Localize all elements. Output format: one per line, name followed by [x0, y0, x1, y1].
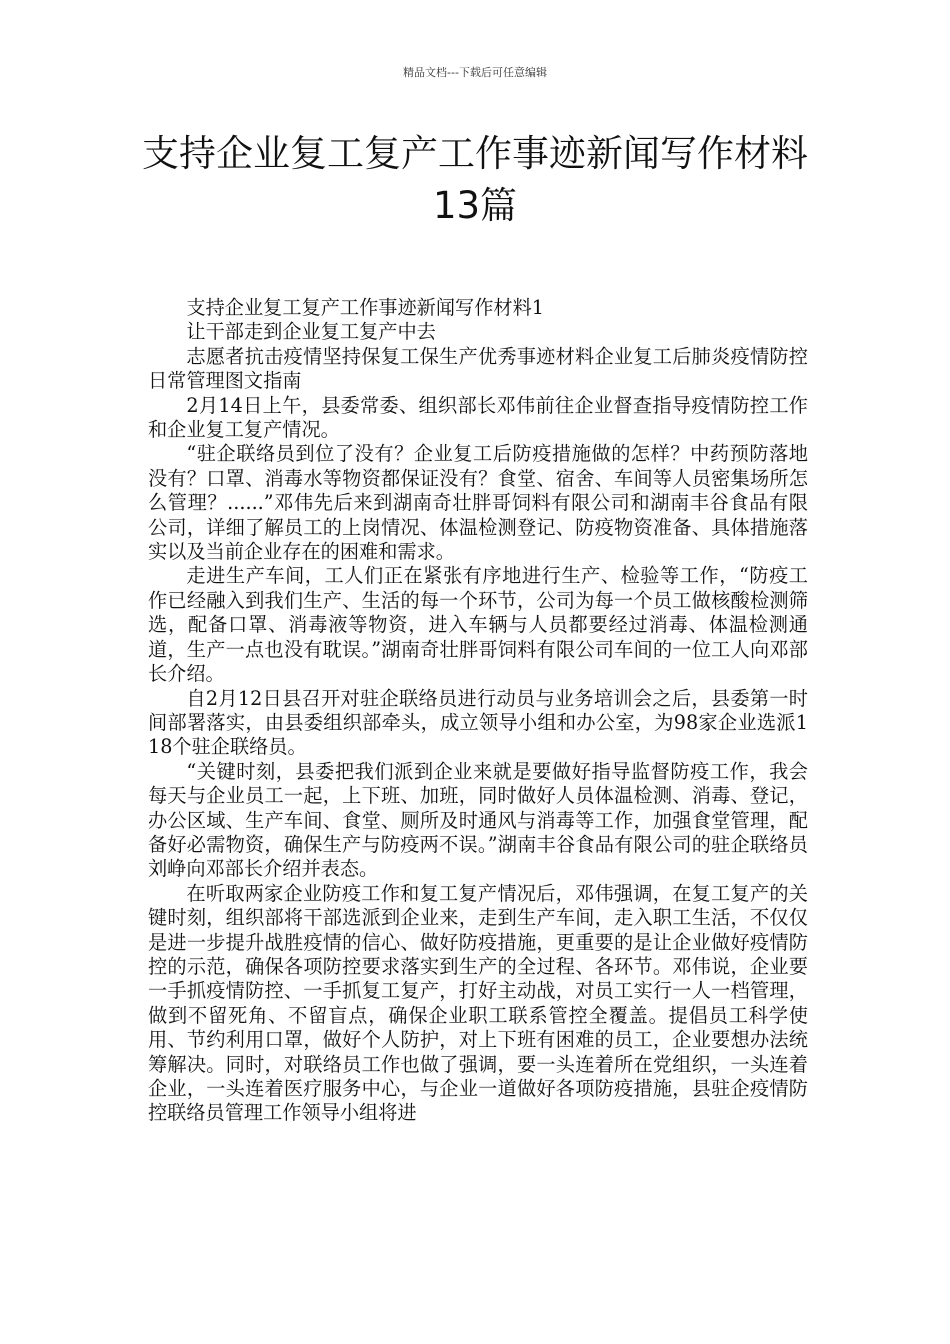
document-body	[148, 296, 808, 1126]
paragraph: 走进生产车间，工人们正在紧张有序地进行生产、检验等工作，“防疫工作已经融入到我们生产、生活的每一个环节，公司为每一个员工做核酸检测筛选，配备口罩、消毒液等物资，进入车辆与人员都要经过消毒、体温检测通道，生产一点也没有耽误。”湖南奇壮胖哥饲料有限公司车间的一位工人向邓部长介绍。	[148, 564, 808, 686]
paragraph: “驻企联络员到位了没有？企业复工后防疫措施做的怎样？中药预防落地没有？口罩、消毒水等物资都保证没有？食堂、宿舍、车间等人员密集场所怎么管理？......”邓伟先后来到湖南奇壮胖哥饲料有限公司和湖南丰谷食品有限公司，详细了解员工的上岗情况、体温检测登记、防疫物资准备、具体措施落实以及当前企业存在的困难和需求。	[148, 442, 808, 564]
paragraph: 让干部走到企业复工复产中去	[186, 320, 436, 344]
paragraph: 志愿者抗击疫情坚持保复工保生产优秀事迹材料企业复工后肺炎疫情防控日常管理图文指南	[148, 344, 808, 393]
paragraph: 在听取两家企业防疫工作和复工复产情况后，邓伟强调，在复工复产的关键时刻，组织部将干部选派到企业来，走到生产车间，走入职工生活，不仅仅是进一步提升战胜疫情的信心、做好防疫措施，更重要的是让企业做好疫情防控的示范，确保各项防控要求落实到生产的全过程、各环节。邓伟说，企业要一手抓疫情防控、一手抓复工复产，打好主动战，对员工实行一人一档管理，做到不留死角、不留盲点，确保企业职工联系管控全覆盖。提倡员工科学使用、节约利用口罩，做好个人防护，对上下班有困难的员工，企业要想办法统筹解决。同时，对联络员工作也做了强调，要一头连着所在党组织，一头连着企业，一头连着医疗服务中心，与企业一道做好各项防疫措施，县驻企疫情防控联络员管理工作领导小组将进	[148, 881, 808, 1125]
paragraph: 支持企业复工复产工作事迹新闻写作材料1	[186, 296, 544, 319]
paragraph: “关键时刻，县委把我们派到企业来就是要做好指导监督防疫工作，我会每天与企业员工一起，上下班、加班，同时做好人员体温检测、消毒、登记，办公区域、生产车间、食堂、厕所及时通风与消毒等工作，加强食堂管理，配备好必需物资，确保生产与防疫两不误。”湖南丰谷食品有限公司的驻企联络员刘峥向邓部长介绍并表态。	[148, 759, 808, 881]
paragraph: 自2月12日县召开对驻企联络员进行动员与业务培训会之后，县委第一时间部署落实，由县委组织部牵头，成立领导小组和办公室，为98家企业选派118个驻企联络员。	[148, 686, 808, 759]
header-note: 精品文档---下载后可任意编辑	[403, 66, 547, 79]
document-title: 支持企业复工复产工作事迹新闻写作材料13篇	[142, 132, 808, 227]
paragraph: 2月14日上午，县委常委、组织部长邓伟前往企业督查指导疫情防控工作和企业复工复产情况。	[148, 393, 808, 442]
